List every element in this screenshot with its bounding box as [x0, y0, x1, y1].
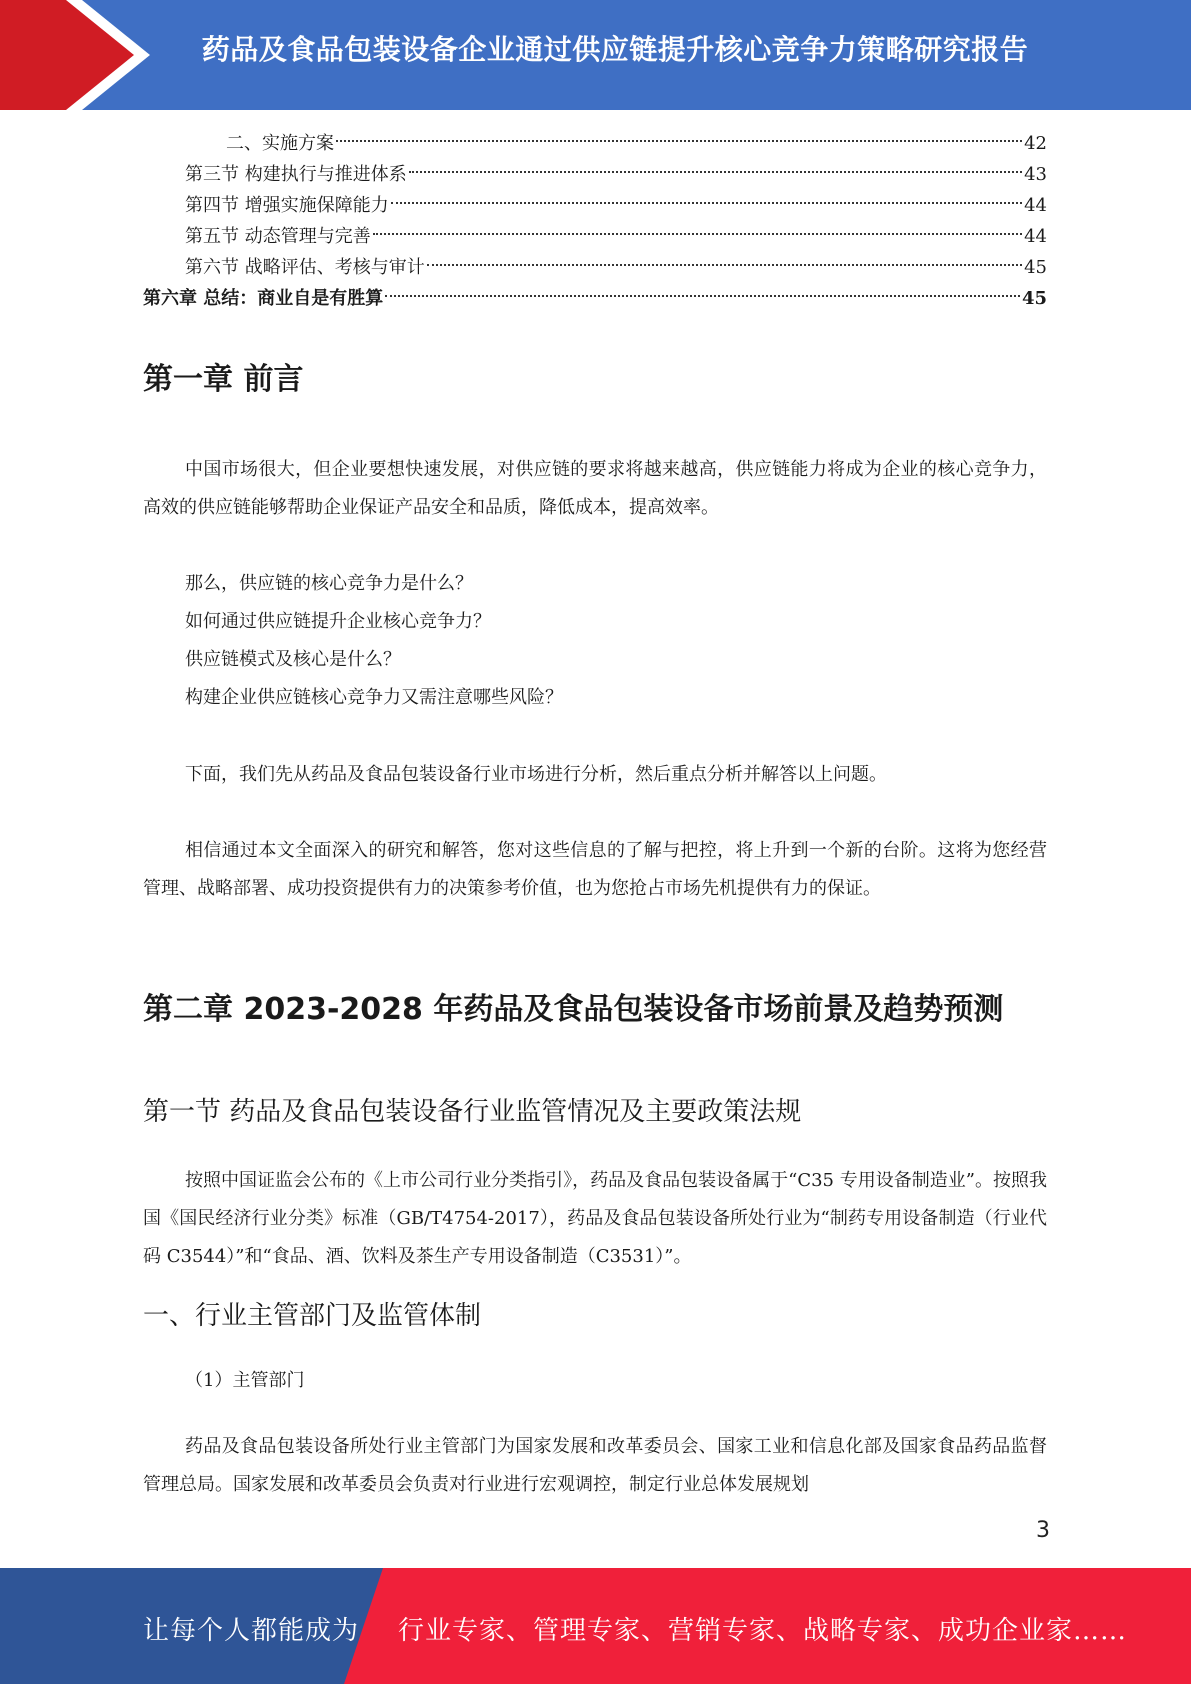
- section-heading: 第一节 药品及食品包装设备行业监管情况及主要政策法规: [143, 1097, 802, 1127]
- toc-page: 43: [1024, 164, 1047, 185]
- toc-entry[interactable]: [143, 283, 1047, 314]
- question-line: 如何通过供应链提升企业核心竞争力？: [185, 611, 491, 632]
- toc-entry[interactable]: [143, 159, 1047, 190]
- toc-page: 45: [1021, 288, 1047, 309]
- footer-banner: [0, 1568, 1191, 1684]
- paragraph: 下面，我们先从药品及食品包装设备行业市场进行分析，然后重点分析并解答以上问题。: [185, 764, 887, 785]
- question-line: 供应链模式及核心是什么？: [185, 649, 401, 670]
- toc-leader: [336, 140, 1022, 142]
- toc-leader: [373, 233, 1022, 235]
- table-of-contents: [143, 128, 1047, 314]
- toc-label: 第五节 动态管理与完善: [185, 226, 371, 247]
- footer-slogan-right: 行业专家、管理专家、营销专家、战略专家、成功企业家……: [398, 1616, 1128, 1646]
- toc-label: 第四节 增强实施保障能力: [185, 195, 389, 216]
- toc-page: 44: [1024, 226, 1047, 247]
- toc-entry[interactable]: [143, 221, 1047, 252]
- header-banner: [0, 0, 1191, 110]
- list-item: （1）主管部门: [185, 1370, 305, 1391]
- chapter-heading: 第二章 2023-2028 年药品及食品包装设备市场前景及趋势预测: [143, 992, 1004, 1027]
- toc-entry[interactable]: [143, 128, 1047, 159]
- paragraph: 相信通过本文全面深入的研究和解答，您对这些信息的了解与把控，将上升到一个新的台阶。这将为您经营管理、战略部署、成功投资提供有力的决策参考价值，也为您抢占市场先机提供有力的保证。: [143, 840, 1047, 899]
- paragraph: 中国市场很大，但企业要想快速发展，对供应链的要求将越来越高，供应链能力将成为企业的核心竞争力，高效的供应链能够帮助企业保证产品安全和品质，降低成本，提高效率。: [143, 459, 1047, 518]
- toc-label: 第六章 总结：商业自是有胜算: [143, 288, 384, 309]
- page-content: [143, 128, 1047, 1495]
- toc-page: 42: [1024, 133, 1047, 154]
- toc-label: 二、实施方案: [226, 133, 334, 154]
- question-line: 那么，供应链的核心竞争力是什么？: [185, 573, 473, 594]
- toc-page: 45: [1024, 257, 1047, 278]
- footer-slogan-left: 让每个人都能成为: [143, 1616, 360, 1646]
- subsection-heading: 一、行业主管部门及监管体制: [143, 1301, 482, 1331]
- paragraph: 按照中国证监会公布的《上市公司行业分类指引》，药品及食品包装设备属于“C35 专用设备制造业”。按照我国《国民经济行业分类》标准（GB/T4754-2017），药品及食品包装设备所处行业为“制药专用设备制造（行业代码 C3544）”和“食品、酒、饮料及茶生产专用设备制造（C3531）”。: [143, 1170, 1047, 1267]
- toc-label: 第六节 战略评估、考核与审计: [185, 257, 425, 278]
- chapter-heading: 第一章 前言: [143, 362, 304, 397]
- report-title: 药品及食品包装设备企业通过供应链提升核心竞争力策略研究报告: [201, 33, 1029, 66]
- toc-leader: [427, 264, 1022, 266]
- paragraph: 药品及食品包装设备所处行业主管部门为国家发展和改革委员会、国家工业和信息化部及国家食品药品监督管理总局。国家发展和改革委员会负责对行业进行宏观调控，制定行业总体发展规划: [143, 1436, 1047, 1495]
- toc-entry[interactable]: [143, 252, 1047, 283]
- toc-leader: [391, 202, 1022, 204]
- page-number: 3: [1036, 1518, 1050, 1543]
- toc-label: 第三节 构建执行与推进体系: [185, 164, 407, 185]
- toc-entry[interactable]: [143, 190, 1047, 221]
- toc-leader: [409, 171, 1022, 173]
- toc-leader: [385, 295, 1020, 297]
- question-line: 构建企业供应链核心竞争力又需注意哪些风险？: [185, 687, 563, 708]
- toc-page: 44: [1024, 195, 1047, 216]
